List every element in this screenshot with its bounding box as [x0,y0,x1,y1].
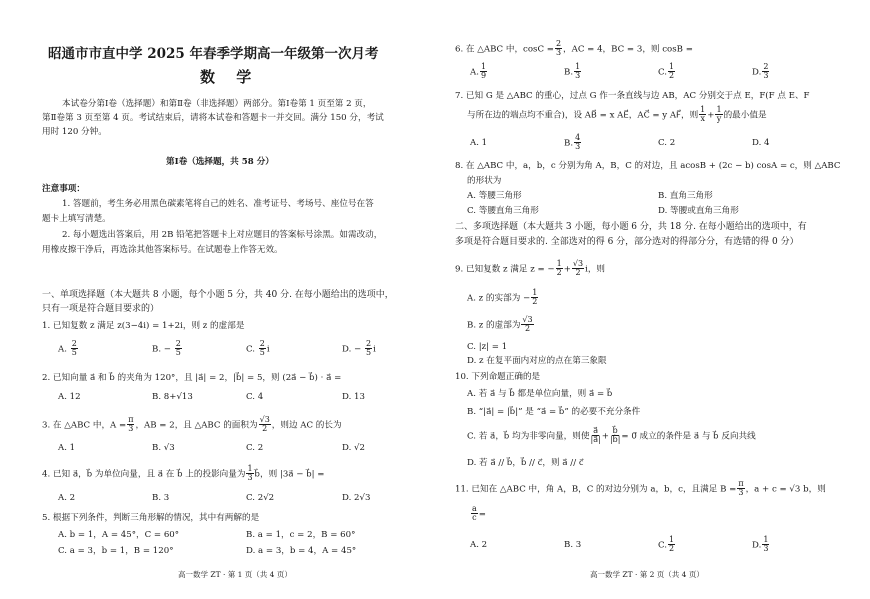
section1-header: 一、单项选择题（本大题共 8 小题，每个小题 5 分，共 40 分. 在每小题给出的选项中， [42,290,394,300]
q1-d-fraction: $\frac{2}{5}$ [365,339,372,358]
q3-option-a[interactable]: A. 1 [58,443,76,453]
q3-option-c[interactable]: C. 2 [246,443,264,453]
section2-header: 二、多项选择题（本大题共 3 小题，每小题 6 分，共 18 分. 在每小题给出的选项中，有 [455,222,807,232]
q4-option-a[interactable]: A. 2 [58,493,76,503]
q1-option-a[interactable]: A. $\frac{2}{5}$ [58,339,77,358]
q4-option-d[interactable]: D. 2√3 [342,493,371,503]
q7-line-1: 7. 已知 G 是 △ABC 的重心，过点 G 作一条直线与边 AB，AC 分别交于点 E，F(F 点 E、F [455,91,810,101]
q6-option-a[interactable]: A. $\frac{1}{9}$ [470,62,487,81]
q9-stem: 9. 已知复数 z 满足 z = − $\frac{1}{2}$ + $\frac{√3}{2}$ i，则 [455,259,606,278]
q5-option-d[interactable]: D. a = 3，b = 4，A = 45° [246,546,357,556]
exam-title: 昭通市市直中学 2025 年春季学期高一年级第一次月考 [48,46,379,62]
q4-option-c[interactable]: C. 2√2 [246,493,275,503]
q7-line-2: 与所在边的端点均不重合)，设 AB⃗ = x AE⃗，AC⃗ = y AF⃗，则 $\frac{1}{x}$ + $\frac{1}{y}$ 的最小值是 [467,105,767,124]
note-1: 1. 答题前，考生务必用黑色碳素笔将自己的姓名、准考证号、考场号、座位号在答 [62,199,374,209]
q2-option-a[interactable]: A. 12 [58,392,81,402]
q10-option-c[interactable]: C. 若 a⃗，b⃗ 均为非零向量，则使 $\frac{a⃗}{|a⃗|}$ + $\frac{b⃗}{|b⃗|}$ = 0⃗ 成立的条件是 a⃗ 与 b⃗ 反向共线 [467,426,756,445]
q2-option-c[interactable]: C. 4 [246,392,264,402]
note-2b: 用橡皮擦干净后，再选涂其他答案标号。在试题卷上作答无效。 [42,245,283,255]
section1-header-2: 只有一项是符合题目要求的） [42,304,160,314]
note-2: 2. 每小题选出答案后，用 2B 铅笔把答题卡上对应题目的答案标号涂黑。如需改动， [62,230,383,240]
q8-line-1: 8. 在 △ABC 中，a，b，c 分别为角 A，B，C 的对边，且 acosB + (2c − b) cosA = c，则 △ABC [455,161,841,171]
q2-option-b[interactable]: B. 8+√13 [152,392,193,402]
q11-ratio: $\frac{a}{c}$ = [472,504,486,523]
q6-option-b[interactable]: B. $\frac{1}{3}$ [564,62,581,81]
intro-line-2: 第Ⅱ卷第 3 页至第 4 页。考试结束后，请将本试卷和答题卡一并交回。满分 150 分，考试 [42,113,384,123]
q5-option-c[interactable]: C. a = 3，b = 1，B = 120° [58,546,174,556]
q5-option-b[interactable]: B. a = 1，c = 2，B = 60° [246,530,356,540]
q1-stem: 1. 已知复数 z 满足 z(3−4i) = 1+2i，则 z 的虚部是 [42,321,245,331]
q1-option-d[interactable]: D. − $\frac{2}{5}$ i [342,339,376,358]
q7-option-d[interactable]: D. 4 [752,138,770,148]
q8-option-a[interactable]: A. 等腰三角形 [467,191,522,201]
section2-header-2: 多项是符合题目要求的. 全部选对的得 6 分，部分选对的得部分分，有选错的得 0 分） [455,237,799,247]
q11-stem: 11. 已知在 △ABC 中，角 A，B，C 的对边分别为 a，b，c，且满足 B = $\frac{\pi}{3}$ ，a + c = √3 b，则 [455,479,826,498]
q3-option-d[interactable]: D. √2 [342,443,365,453]
q7-option-c[interactable]: C. 2 [658,138,676,148]
q1-b-fraction: $\frac{2}{5}$ [175,339,181,358]
q9-option-b[interactable]: B. z 的虚部为 $\frac{√3}{2}$ [467,315,533,334]
intro-line-1: 本试卷分第Ⅰ卷（选择题）和第Ⅱ卷（非选择题）两部分。第Ⅰ卷第 1 页至第 2 页， [62,99,372,109]
q2-option-d[interactable]: D. 13 [342,392,365,402]
q4-option-b[interactable]: B. 3 [152,493,170,503]
q1-c-fraction: $\frac{2}{5}$ [259,339,265,358]
q11-option-d[interactable]: D. $\frac{1}{3}$ [752,535,769,554]
q5-stem: 5. 根据下列条件，判断三角形解的情况，其中有两解的是 [42,513,260,523]
q10-option-b[interactable]: B. “|a⃗| = |b⃗|” 是 “a⃗ = b⃗” 的必要不充分条件 [467,407,641,417]
note-1b: 题卡上填写清楚。 [42,214,111,224]
q7-option-a[interactable]: A. 1 [470,138,488,148]
q1-a-fraction: $\frac{2}{5}$ [71,339,77,358]
q8-line-2: 的形状为 [467,176,502,186]
q7-option-b[interactable]: B. $\frac{4}{3}$ [564,133,581,152]
q11-option-c[interactable]: C. $\frac{1}{2}$ [658,535,675,554]
intro-line-3: 用时 120 分钟。 [42,127,107,137]
q10-stem: 10. 下列命题正确的是 [455,372,541,382]
q10-option-a[interactable]: A. 若 a⃗ 与 b⃗ 都是单位向量，则 a⃗ = b⃗ [467,389,613,399]
notes-title: 注意事项： [42,184,85,194]
q8-option-d[interactable]: D. 等腰或直角三角形 [658,206,739,216]
q11-option-a[interactable]: A. 2 [470,540,488,550]
left-page-footer: 高一数学 ZT · 第 1 页（共 4 页） [178,570,292,579]
q6-option-c[interactable]: C. $\frac{1}{2}$ [658,62,675,81]
q3-stem: 3. 在 △ABC 中，A = $\frac{\pi}{3}$ ，AB = 2，且 △ABC 的面积为 $\frac{√3}{2}$ ，则边 AC 的长为 [42,415,342,434]
q8-option-c[interactable]: C. 等腰直角三角形 [467,206,539,216]
q5-option-a[interactable]: A. b = 1，A = 45°，C = 60° [58,530,180,540]
q1-option-b[interactable]: B. − $\frac{2}{5}$ [152,339,181,358]
right-page-footer: 高一数学 ZT · 第 2 页（共 4 页） [590,570,704,579]
q1-option-c[interactable]: C. $\frac{2}{5}$ i [246,339,270,358]
q11-option-b[interactable]: B. 3 [564,540,582,550]
q6-option-d[interactable]: D. $\frac{2}{3}$ [752,62,769,81]
subject-title: 数 学 [200,68,260,86]
q6-stem: 6. 在 △ABC 中，cosC = $\frac{2}{3}$ ，AC = 4，BC = 3，则 cosB = [455,39,693,58]
q9-option-d[interactable]: D. z 在复平面内对应的点在第三象限 [467,356,607,366]
q9-option-c[interactable]: C. |z| = 1 [467,342,508,352]
q8-option-b[interactable]: B. 直角三角形 [658,191,713,201]
q3-option-b[interactable]: B. √3 [152,443,175,453]
q9-option-a[interactable]: A. z 的实部为 − $\frac{1}{2}$ [467,288,538,307]
q10-option-d[interactable]: D. 若 a⃗ // b⃗，b⃗ // c⃗，则 a⃗ // c⃗ [467,458,584,468]
q2-stem: 2. 已知向量 a⃗ 和 b⃗ 的夹角为 120°，且 |a⃗| = 2，|b⃗| = 5，则 (2a⃗ − b⃗) · a⃗ = [42,373,342,383]
q4-stem: 4. 已知 a⃗，b⃗ 为单位向量，且 a⃗ 在 b⃗ 上的投影向量为 $\frac{1}{3}$ b⃗，则 |3a⃗ − b⃗| = [42,464,325,483]
part1-title: 第Ⅰ卷（选择题，共 58 分） [166,157,274,167]
